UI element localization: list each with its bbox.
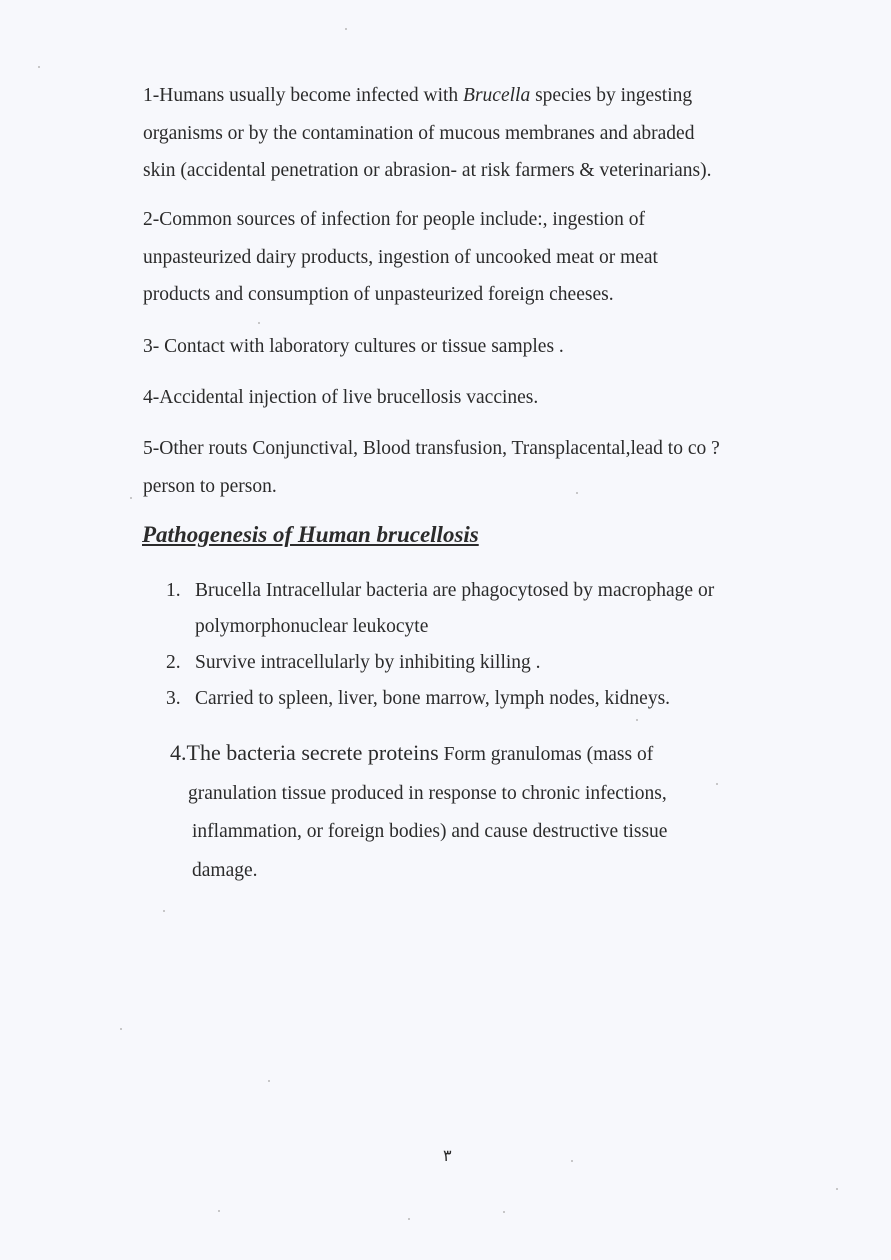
list-item-4 [170, 734, 810, 890]
paragraph-2-line-2: unpasteurized dairy products, ingestion of uncooked meat or meat [143, 246, 658, 268]
paragraph-3-line-1: 3- Contact with laboratory cultures or tissue samples . [143, 336, 564, 357]
paragraph-2 [143, 201, 783, 314]
scan-speck [258, 322, 260, 324]
list-number: 3. [166, 688, 181, 709]
list-item-text: Brucella Intracellular bacteria are phagocytosed by macrophage or [195, 580, 715, 601]
list-item-2 [166, 645, 806, 681]
scan-speck [408, 1218, 410, 1220]
scan-speck [163, 910, 165, 912]
scan-speck [576, 492, 578, 494]
scan-speck [38, 66, 40, 68]
paragraph-5 [143, 430, 783, 505]
list-item-4-line-3: inflammation, or foreign bodies) and cause destructive tissue [192, 821, 668, 842]
paragraph-1-line-1: 1-Humans usually become infected with Brucella species by ingesting [143, 85, 693, 106]
list-item-text: Survive intracellularly by inhibiting killing . [195, 652, 541, 673]
paragraph-5-line-1: 5-Other routs Conjunctival, Blood transfusion, Transplacental,lead to co ? [143, 438, 720, 459]
paragraph-1-line-2: organisms or by the contamination of mucous membranes and abraded [143, 122, 695, 144]
scan-speck [130, 497, 132, 499]
list-item-1 [166, 573, 806, 645]
list-item-4-line-1: 4.The bacteria secrete proteins Form granulomas (mass of [170, 740, 654, 765]
list-item-4-line-4: damage. [192, 859, 258, 881]
paragraph-1-line-3: skin (accidental penetration or abrasion- at risk farmers & veterinarians). [143, 160, 712, 181]
paragraph-5-line-2: person to person. [143, 475, 277, 497]
paragraph-3 [143, 328, 783, 366]
scan-speck [503, 1211, 505, 1213]
scan-speck [268, 1080, 270, 1082]
brucella-italic: Brucella [463, 85, 531, 106]
pathogenesis-list [166, 573, 806, 717]
list-number: 2. [166, 652, 181, 673]
scan-speck [636, 719, 638, 721]
scan-speck [571, 1160, 573, 1162]
paragraph-2-line-3: products and consumption of unpasteurized foreign cheeses. [143, 284, 614, 305]
list-number: 1. [166, 580, 181, 601]
paragraph-4-line-1: 4-Accidental injection of live brucellosis vaccines. [143, 387, 539, 408]
paragraph-4 [143, 379, 783, 417]
scan-speck [120, 1028, 122, 1030]
scan-speck [716, 783, 718, 785]
paragraph-1 [143, 77, 783, 190]
list-item-text: Carried to spleen, liver, bone marrow, lymph nodes, kidneys. [195, 688, 671, 709]
scan-speck [345, 28, 347, 30]
scan-speck [218, 1210, 220, 1212]
paragraph-2-line-1: 2-Common sources of infection for people include:, ingestion of [143, 209, 646, 230]
scan-speck [836, 1188, 838, 1190]
section-heading: Pathogenesis of Human brucellosis [142, 522, 479, 547]
page-number: ٣ [443, 1146, 452, 1165]
list-item-text-continued: polymorphonuclear leukocyte [195, 616, 429, 637]
list-item-4-line-2: granulation tissue produced in response to chronic infections, [188, 782, 667, 804]
list-item-3 [166, 681, 806, 717]
